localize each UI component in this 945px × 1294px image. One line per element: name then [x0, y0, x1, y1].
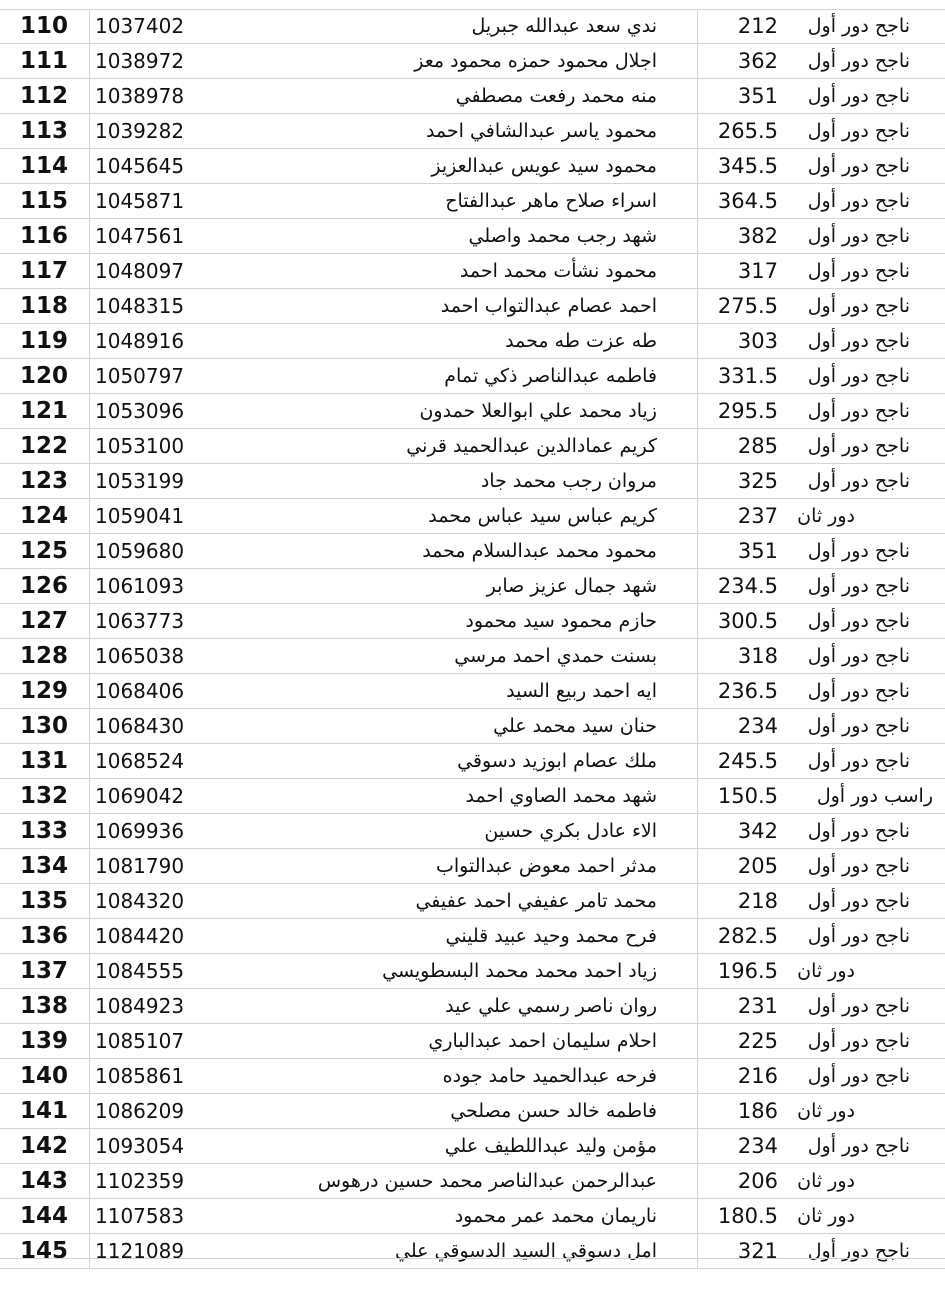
seat-number-cell[interactable]: 1084923 — [95, 994, 185, 1018]
table-row[interactable] — [0, 114, 945, 149]
student-name-cell[interactable]: مروان رجب محمد جاد — [202, 464, 698, 498]
student-name-cell[interactable]: زياد احمد محمد محمد البسطويسي — [202, 954, 698, 988]
score-cell[interactable]: 180.5 — [717, 1204, 778, 1228]
status-cell[interactable]: ناجح دور أول — [807, 295, 910, 317]
seat-number-cell[interactable]: 1068430 — [95, 714, 185, 738]
table-row[interactable] — [0, 1059, 945, 1094]
student-name-cell[interactable]: احمد عصام عبدالتواب احمد — [202, 289, 698, 323]
table-row[interactable] — [0, 1129, 945, 1164]
student-name-cell[interactable]: ملك عصام ابوزيد دسوقي — [202, 744, 698, 778]
table-row[interactable] — [0, 464, 945, 499]
score-cell[interactable]: 275.5 — [717, 294, 778, 318]
student-name-cell[interactable]: كريم عمادالدين عبدالحميد قرني — [202, 429, 698, 463]
score-cell[interactable]: 206 — [737, 1169, 778, 1193]
seat-number-cell[interactable]: 1084420 — [95, 924, 185, 948]
row-number-cell[interactable]: 118 — [0, 289, 90, 323]
seat-number-cell[interactable]: 1068524 — [95, 749, 185, 773]
table-row[interactable] — [0, 184, 945, 219]
table-row[interactable] — [0, 744, 945, 779]
status-cell[interactable]: ناجح دور أول — [807, 50, 910, 72]
table-row[interactable] — [0, 814, 945, 849]
row-number-cell[interactable]: 119 — [0, 324, 90, 358]
student-name-cell[interactable]: فاطمه عبدالناصر ذكي تمام — [202, 359, 698, 393]
status-cell[interactable]: ناجح دور أول — [807, 190, 910, 212]
table-row[interactable] — [0, 79, 945, 114]
row-number-cell[interactable]: 112 — [0, 79, 90, 113]
table-row[interactable] — [0, 604, 945, 639]
score-cell[interactable]: 351 — [737, 84, 778, 108]
score-cell[interactable]: 364.5 — [717, 189, 778, 213]
table-row[interactable] — [0, 1199, 945, 1234]
row-number-cell[interactable]: 115 — [0, 184, 90, 218]
table-row[interactable] — [0, 289, 945, 324]
table-row[interactable] — [0, 884, 945, 919]
student-name-cell[interactable]: زياد محمد علي ابوالعلا حمدون — [202, 394, 698, 428]
status-cell[interactable]: ناجح دور أول — [807, 575, 910, 597]
score-cell[interactable]: 150.5 — [717, 784, 778, 808]
row-number-cell[interactable]: 125 — [0, 534, 90, 568]
score-cell[interactable]: 216 — [737, 1064, 778, 1088]
row-number-cell[interactable]: 117 — [0, 254, 90, 288]
row-number-cell[interactable]: 134 — [0, 849, 90, 883]
row-number-cell[interactable]: 111 — [0, 44, 90, 78]
student-name-cell[interactable]: محمود ياسر عبدالشافي احمد — [202, 114, 698, 148]
status-cell[interactable]: ناجح دور أول — [807, 540, 910, 562]
row-number-cell[interactable]: 127 — [0, 604, 90, 638]
score-cell[interactable]: 382 — [737, 224, 778, 248]
row-number-cell[interactable]: 141 — [0, 1094, 90, 1128]
row-number-cell[interactable]: 126 — [0, 569, 90, 603]
score-cell[interactable]: 186 — [737, 1099, 778, 1123]
row-number-cell[interactable]: 143 — [0, 1164, 90, 1198]
seat-number-cell[interactable]: 1085107 — [95, 1029, 185, 1053]
row-number-cell[interactable]: 128 — [0, 639, 90, 673]
status-cell[interactable]: دور ثان — [797, 505, 855, 527]
student-name-cell[interactable]: شهد رجب محمد واصلي — [202, 219, 698, 253]
table-row[interactable] — [0, 394, 945, 429]
table-row[interactable] — [0, 254, 945, 289]
status-cell[interactable]: ناجح دور أول — [807, 1240, 910, 1262]
status-cell[interactable]: ناجح دور أول — [807, 120, 910, 142]
status-cell[interactable]: راسب دور أول — [816, 785, 933, 807]
table-row[interactable] — [0, 359, 945, 394]
score-cell[interactable]: 234 — [737, 1134, 778, 1158]
student-name-cell[interactable]: فرحه عبدالحميد حامد جوده — [202, 1059, 698, 1093]
score-cell[interactable]: 321 — [737, 1239, 778, 1263]
table-row[interactable] — [0, 569, 945, 604]
row-number-cell[interactable]: 110 — [0, 9, 90, 43]
score-cell[interactable]: 245.5 — [717, 749, 778, 773]
student-name-cell[interactable]: منه محمد رفعت مصطفي — [202, 79, 698, 113]
student-name-cell[interactable]: ندي سعد عبدالله جبريل — [202, 9, 698, 43]
row-number-cell[interactable]: 136 — [0, 919, 90, 953]
status-cell[interactable]: ناجح دور أول — [807, 260, 910, 282]
seat-number-cell[interactable]: 1050797 — [95, 364, 185, 388]
student-name-cell[interactable]: ايه احمد ربيع السيد — [202, 674, 698, 708]
score-cell[interactable]: 236.5 — [717, 679, 778, 703]
score-cell[interactable]: 285 — [737, 434, 778, 458]
row-number-cell[interactable]: 137 — [0, 954, 90, 988]
seat-number-cell[interactable]: 1069042 — [95, 784, 185, 808]
score-cell[interactable]: 362 — [737, 49, 778, 73]
seat-number-cell[interactable]: 1053100 — [95, 434, 185, 458]
status-cell[interactable]: ناجح دور أول — [807, 995, 910, 1017]
table-row[interactable] — [0, 219, 945, 254]
student-name-cell[interactable]: امل دسوقي السيد الدسوقي علي — [202, 1234, 698, 1268]
student-name-cell[interactable]: شهد جمال عزيز صابر — [202, 569, 698, 603]
row-number-cell[interactable]: 139 — [0, 1024, 90, 1058]
student-name-cell[interactable]: الاء عادل بكري حسين — [202, 814, 698, 848]
score-cell[interactable]: 218 — [737, 889, 778, 913]
seat-number-cell[interactable]: 1061093 — [95, 574, 185, 598]
status-cell[interactable]: ناجح دور أول — [807, 715, 910, 737]
row-number-cell[interactable]: 138 — [0, 989, 90, 1023]
student-name-cell[interactable]: احلام سليمان احمد عبدالباري — [202, 1024, 698, 1058]
table-row[interactable] — [0, 44, 945, 79]
row-number-cell[interactable]: 130 — [0, 709, 90, 743]
student-name-cell[interactable]: روان ناصر رسمي علي عيد — [202, 989, 698, 1023]
status-cell[interactable]: ناجح دور أول — [807, 330, 910, 352]
student-name-cell[interactable]: شهد محمد الصاوي احمد — [202, 779, 698, 813]
score-cell[interactable]: 234.5 — [717, 574, 778, 598]
row-number-cell[interactable]: 121 — [0, 394, 90, 428]
status-cell[interactable]: ناجح دور أول — [807, 750, 910, 772]
score-cell[interactable]: 234 — [737, 714, 778, 738]
score-cell[interactable]: 282.5 — [717, 924, 778, 948]
seat-number-cell[interactable]: 1121089 — [95, 1239, 185, 1263]
seat-number-cell[interactable]: 1053096 — [95, 399, 185, 423]
student-name-cell[interactable]: ناريمان محمد عمر محمود — [202, 1199, 698, 1233]
row-number-cell[interactable]: 129 — [0, 674, 90, 708]
seat-number-cell[interactable]: 1069936 — [95, 819, 185, 843]
seat-number-cell[interactable]: 1085861 — [95, 1064, 185, 1088]
row-number-cell[interactable]: 133 — [0, 814, 90, 848]
status-cell[interactable]: ناجح دور أول — [807, 400, 910, 422]
row-number-cell[interactable]: 145 — [0, 1234, 90, 1268]
table-row[interactable] — [0, 954, 945, 989]
status-cell[interactable]: دور ثان — [797, 1170, 855, 1192]
table-row[interactable] — [0, 989, 945, 1024]
score-cell[interactable]: 351 — [737, 539, 778, 563]
student-name-cell[interactable]: بسنت حمدي احمد مرسي — [202, 639, 698, 673]
table-row[interactable] — [0, 9, 945, 44]
seat-number-cell[interactable]: 1038972 — [95, 49, 185, 73]
partial-row-bottom — [0, 1258, 945, 1294]
student-name-cell[interactable]: فاطمه خالد حسن مصلحي — [202, 1094, 698, 1128]
table-row[interactable] — [0, 1164, 945, 1199]
score-cell[interactable]: 205 — [737, 854, 778, 878]
student-name-cell[interactable]: محمود سيد عويس عبدالعزيز — [202, 149, 698, 183]
row-number-cell[interactable]: 116 — [0, 219, 90, 253]
row-number-cell[interactable]: 142 — [0, 1129, 90, 1163]
student-name-cell[interactable]: محمد تامر عفيفي احمد عفيفي — [202, 884, 698, 918]
student-name-cell[interactable]: محمود نشأت محمد احمد — [202, 254, 698, 288]
table-row[interactable] — [0, 499, 945, 534]
seat-number-cell[interactable]: 1093054 — [95, 1134, 185, 1158]
score-cell[interactable]: 295.5 — [717, 399, 778, 423]
row-number-cell[interactable]: 123 — [0, 464, 90, 498]
score-cell[interactable]: 325 — [737, 469, 778, 493]
status-cell[interactable]: دور ثان — [797, 1205, 855, 1227]
status-cell[interactable]: ناجح دور أول — [807, 155, 910, 177]
student-name-cell[interactable]: عبدالرحمن عبدالناصر محمد حسين درهوس — [202, 1164, 698, 1198]
score-cell[interactable]: 196.5 — [717, 959, 778, 983]
seat-number-cell[interactable]: 1038978 — [95, 84, 185, 108]
table-row[interactable] — [0, 429, 945, 464]
seat-number-cell[interactable]: 1047561 — [95, 224, 185, 248]
student-name-cell[interactable]: محمود محمد عبدالسلام محمد — [202, 534, 698, 568]
status-cell[interactable]: ناجح دور أول — [807, 855, 910, 877]
status-cell[interactable]: ناجح دور أول — [807, 435, 910, 457]
score-cell[interactable]: 318 — [737, 644, 778, 668]
row-number-cell[interactable]: 140 — [0, 1059, 90, 1093]
table-row[interactable] — [0, 1094, 945, 1129]
seat-number-cell[interactable]: 1084555 — [95, 959, 185, 983]
status-cell[interactable]: ناجح دور أول — [807, 225, 910, 247]
table-row[interactable] — [0, 1024, 945, 1059]
row-number-cell[interactable]: 120 — [0, 359, 90, 393]
seat-number-cell[interactable]: 1053199 — [95, 469, 185, 493]
score-cell[interactable]: 331.5 — [717, 364, 778, 388]
seat-number-cell[interactable]: 1059680 — [95, 539, 185, 563]
score-cell[interactable]: 237 — [737, 504, 778, 528]
row-number-cell[interactable]: 144 — [0, 1199, 90, 1233]
score-cell[interactable]: 231 — [737, 994, 778, 1018]
status-cell[interactable]: ناجح دور أول — [807, 925, 910, 947]
seat-number-cell[interactable]: 1048315 — [95, 294, 185, 318]
score-cell[interactable]: 345.5 — [717, 154, 778, 178]
seat-number-cell[interactable]: 1045645 — [95, 154, 185, 178]
student-name-cell[interactable]: حنان سيد محمد علي — [202, 709, 698, 743]
table-row[interactable] — [0, 534, 945, 569]
status-cell[interactable]: دور ثان — [797, 960, 855, 982]
status-cell[interactable]: ناجح دور أول — [807, 85, 910, 107]
status-cell[interactable]: ناجح دور أول — [807, 15, 910, 37]
student-name-cell[interactable]: اجلال محمود حمزه محمود معز — [202, 44, 698, 78]
table-row[interactable] — [0, 639, 945, 674]
score-cell[interactable]: 212 — [737, 14, 778, 38]
score-cell[interactable]: 225 — [737, 1029, 778, 1053]
seat-number-cell[interactable]: 1039282 — [95, 119, 185, 143]
student-name-cell[interactable]: طه عزت طه محمد — [202, 324, 698, 358]
seat-number-cell[interactable]: 1068406 — [95, 679, 185, 703]
table-row[interactable] — [0, 849, 945, 884]
status-cell[interactable]: ناجح دور أول — [807, 1030, 910, 1052]
status-cell[interactable]: ناجح دور أول — [807, 365, 910, 387]
student-name-cell[interactable]: اسراء صلاح ماهر عبدالفتاح — [202, 184, 698, 218]
student-name-cell[interactable]: مدثر احمد معوض عبدالتواب — [202, 849, 698, 883]
score-cell[interactable]: 342 — [737, 819, 778, 843]
row-number-cell[interactable]: 113 — [0, 114, 90, 148]
status-cell[interactable]: ناجح دور أول — [807, 890, 910, 912]
table-row[interactable] — [0, 674, 945, 709]
seat-number-cell[interactable]: 1045871 — [95, 189, 185, 213]
row-number-cell[interactable]: 131 — [0, 744, 90, 778]
seat-number-cell[interactable]: 1059041 — [95, 504, 185, 528]
row-number-cell[interactable]: 132 — [0, 779, 90, 813]
row-number-cell[interactable]: 124 — [0, 499, 90, 533]
status-cell[interactable]: ناجح دور أول — [807, 1065, 910, 1087]
table-row[interactable] — [0, 779, 945, 814]
row-number-cell[interactable]: 114 — [0, 149, 90, 183]
student-name-cell[interactable]: كريم عباس سيد عباس محمد — [202, 499, 698, 533]
seat-number-cell[interactable]: 1037402 — [95, 14, 185, 38]
score-cell[interactable]: 265.5 — [717, 119, 778, 143]
status-cell[interactable]: ناجح دور أول — [807, 1135, 910, 1157]
student-name-cell[interactable]: حازم محمود سيد محمود — [202, 604, 698, 638]
status-cell[interactable]: ناجح دور أول — [807, 645, 910, 667]
score-cell[interactable]: 300.5 — [717, 609, 778, 633]
score-cell[interactable]: 303 — [737, 329, 778, 353]
table-row[interactable] — [0, 709, 945, 744]
table-row[interactable] — [0, 324, 945, 359]
student-name-cell[interactable]: مؤمن وليد عبداللطيف علي — [202, 1129, 698, 1163]
seat-number-cell[interactable]: 1086209 — [95, 1099, 185, 1123]
status-cell[interactable]: ناجح دور أول — [807, 680, 910, 702]
score-cell[interactable]: 317 — [737, 259, 778, 283]
status-cell[interactable]: ناجح دور أول — [807, 470, 910, 492]
seat-number-cell[interactable]: 1081790 — [95, 854, 185, 878]
seat-number-cell[interactable]: 1065038 — [95, 644, 185, 668]
seat-number-cell[interactable]: 1107583 — [95, 1204, 185, 1228]
seat-number-cell[interactable]: 1048916 — [95, 329, 185, 353]
status-cell[interactable]: ناجح دور أول — [807, 820, 910, 842]
status-cell[interactable]: ناجح دور أول — [807, 610, 910, 632]
status-cell[interactable]: دور ثان — [797, 1100, 855, 1122]
seat-number-cell[interactable]: 1102359 — [95, 1169, 185, 1193]
student-name-cell[interactable]: فرح محمد وحيد عبيد قليني — [202, 919, 698, 953]
seat-number-cell[interactable]: 1048097 — [95, 259, 185, 283]
table-row[interactable] — [0, 919, 945, 954]
row-number-cell[interactable]: 122 — [0, 429, 90, 463]
row-number-cell[interactable]: 135 — [0, 884, 90, 918]
seat-number-cell[interactable]: 1063773 — [95, 609, 185, 633]
seat-number-cell[interactable]: 1084320 — [95, 889, 185, 913]
table-row[interactable] — [0, 149, 945, 184]
